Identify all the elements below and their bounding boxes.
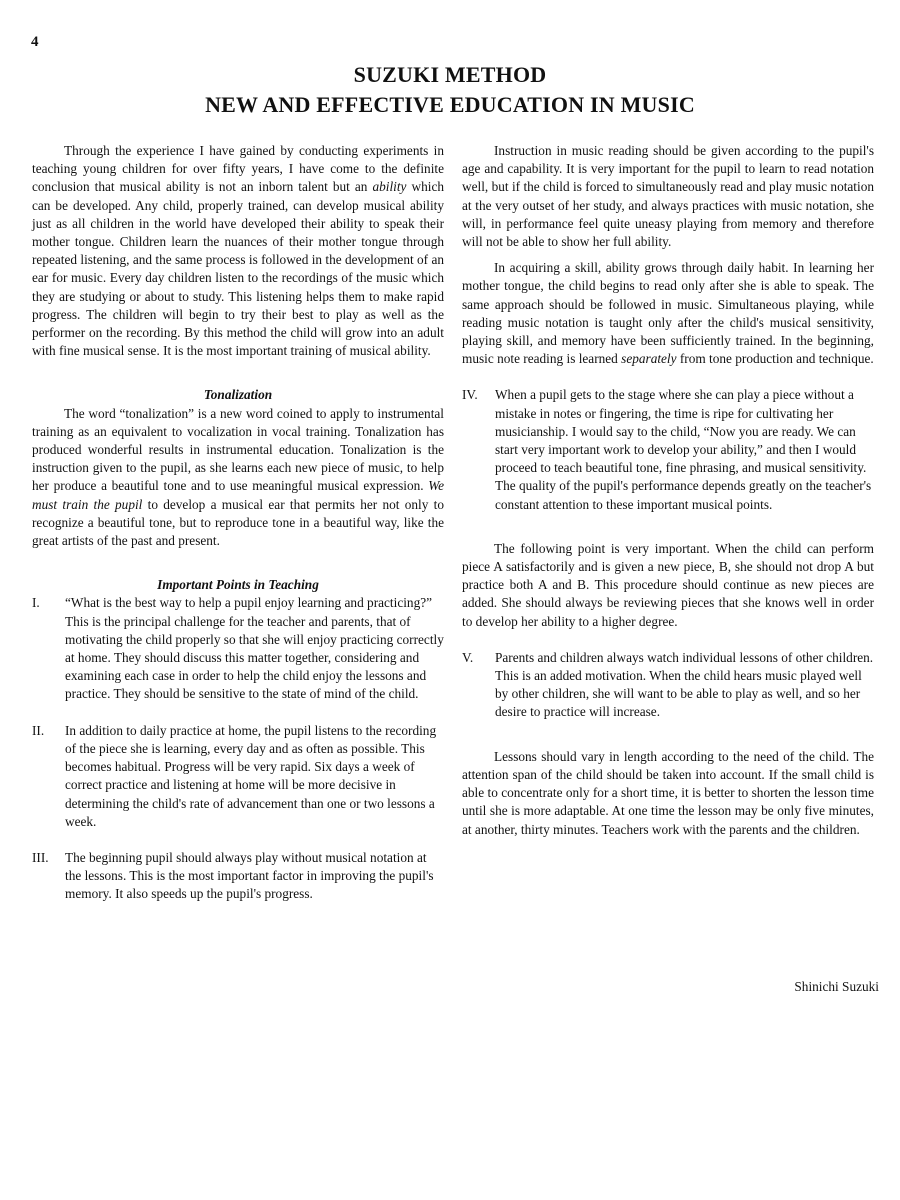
following-paragraph: The following point is very important. When the child can perform piece A satisfactorily and is given a new piece, B, she should not drop A but practice both A and B. This procedure should continue as new pieces are added. She should always be reviewing pieces that she knows well in order to develop her ability to a higher degree. — [462, 540, 874, 629]
point-item-4 — [462, 386, 874, 513]
page-title — [0, 60, 900, 120]
point-text-continued: The quality of the pupil's performance depends greatly on the teacher's constant attention to these important musical points. — [495, 478, 872, 512]
page-number: 4 — [31, 34, 39, 50]
point-number: IV. — [462, 387, 478, 403]
important-points-heading: Important Points in Teaching — [157, 577, 319, 593]
point-text: “What is the best way to help a pupil enjoy learning and practicing?” This is the principal challenge for the teacher and parents, that of motivating the child properly so that she will enjoy practicing correctly at home. They should discuss this matter together, considering and examining each case in order to help the child enjoy the lessons and practice. They should be sensitive to the state of mind of the child. — [65, 595, 444, 702]
point-number: V. — [462, 649, 474, 665]
point-text: Parents and children always watch individual lessons of other children. This is an added motivation. When the child hears music played well by other children, she will want to be able to play as well, and so her desire to practice will increase. — [495, 649, 874, 720]
author-signature: Shinichi Suzuki — [794, 979, 879, 994]
point-text: In addition to daily practice at home, the pupil listens to the recording of the piece she is learning, every day and as often as possible. This becomes habitual. Progress will be very rapid. Six days a week of correct practice and listening at home will be more decisive in determining the child's rate of advancement than one or two lessons a week. — [65, 722, 437, 829]
reading-paragraph-2: In acquiring a skill, ability grows through daily habit. In learning her mother tongue, the child begins to read only after she is able to speak. The same approach should be followed in music. Simultaneous playing, while reading music notation is taught only after the child's musical sensitivity, playing skill, and memory have been sufficiently trained. In the beginning, music note reading is learned separately from tone production and technique. — [462, 260, 874, 367]
title-line-1: SUZUKI METHOD — [353, 62, 547, 87]
right-column — [462, 142, 874, 839]
intro-paragraph: Through the experience I have gained by conducting experiments in teaching young children for over fifty years, I have come to the definite conclusion that musical ability is not an inborn talent but an ability which can be developed. Any child, properly trained, can develop musical ability just as all children in the world have developed their ability to speak their mother tongue. Children learn the nuances of their mother tongue through repeated listening, and the same process is followed in the development of an ear for music. Every day children listen to the recordings of the music which they are studying or about to study. This listening helps them to make rapid progress. The children will begin to try their best to play as well as the performer on the recording. By this method the child will grow into an adult with fine musical sense. It is the most important training of musical ability. — [32, 143, 444, 359]
point-item-3 — [32, 849, 444, 904]
point-number: II. — [32, 722, 45, 738]
point-item-2 — [32, 722, 444, 831]
point-number: III. — [32, 849, 49, 865]
lessons-paragraph: Lessons should vary in length according to the need of the child. The attention span of the child should be taken into account. If the small child is able to concentrate only for a short time, it is better to shorten the lesson time until she is more adaptable. At one time the lesson may be only five minutes, at another, thirty minutes. Teachers work with the parents and the children. — [462, 748, 874, 837]
point-item-5 — [462, 649, 874, 722]
point-item-1 — [32, 594, 444, 703]
point-text: When a pupil gets to the stage where she can play a piece without a mistake in notes or fingering, the time is ripe for cultivating her musicianship. I would say to the child, “Now you are ready. We can start very important work to develop your ability,” and then I would proceed to teach beautiful tone, fine phrasing, and musical sensitivity. — [495, 387, 867, 476]
title-line-2: NEW AND EFFECTIVE EDUCATION IN MUSIC — [205, 92, 695, 117]
tonalization-heading: Tonalization — [203, 387, 273, 403]
point-number: I. — [32, 595, 40, 611]
tonalization-paragraph: The word “tonalization” is a new word coined to apply to instrumental training as an equivalent to vocalization in vocal training. Tonalization has produced wonderful results in instrumental education. Tonalization is the instruction given to the pupil, as she learns each new piece of music, to help her produce a beautiful tone and to use meaningful musical expression. We must train the pupil to develop a musical ear that permits her not only to recognize a beautiful tone, but to reproduce tone in a beautiful way, like the great artists of the past and present. — [32, 405, 444, 549]
point-text: The beginning pupil should always play without musical notation at the lessons. This is the most important factor in improving the pupil's memory. It also speeds up the pupil's progress. — [65, 849, 434, 902]
reading-paragraph-1: Instruction in music reading should be given according to the pupil's age and capability. It is very important for the pupil to learn to read notation well, but if the child is forced to simultaneously read and play music notation at the very outset of her study, and always practices with music notation, she will, in performance feel quite uneasy playing from memory and therefore will not be able to show her full ability. — [462, 143, 874, 250]
left-column — [32, 142, 444, 904]
